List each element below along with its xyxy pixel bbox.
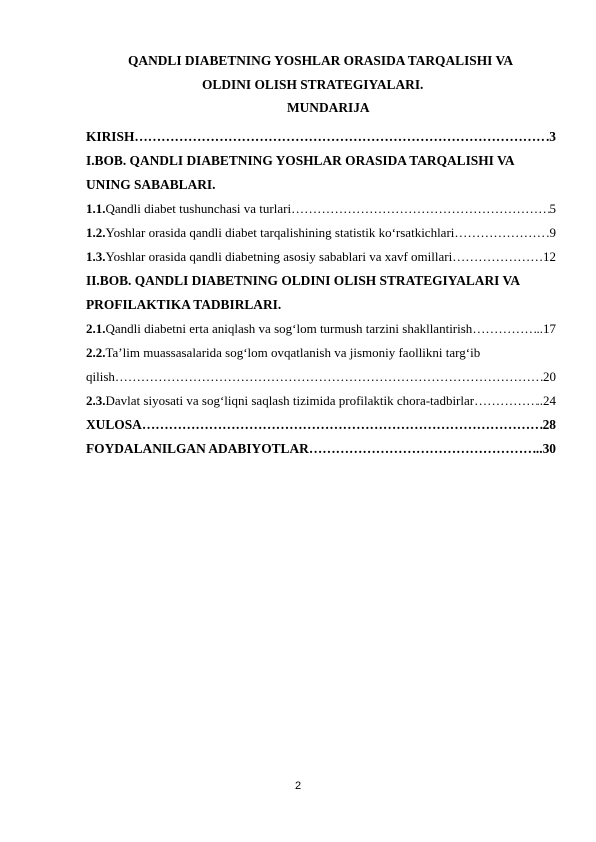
toc-entry-label: Yoshlar orasida qandli diabet tarqalishining statistik ko‘rsatkichlari [105,225,455,240]
toc-section-number: 1.1. [86,201,106,216]
toc-entry-2-3 [86,389,556,413]
toc-entry-label: KIRISH [86,129,135,144]
toc-entry-2-2 [86,341,556,365]
toc-page-number: .9 [546,225,556,240]
toc-page-number: 28 [542,417,556,432]
toc-leader-dots [454,221,546,245]
toc-leader-dots [309,437,536,461]
toc-leader-dots [472,317,536,341]
toc-entry-label: XULOSA [86,417,142,432]
toc-page-number: ..17 [536,321,556,336]
toc-page-number: 20 [543,369,556,384]
toc-section-number: 2.1. [86,321,106,336]
toc-page-number: ..24 [536,393,556,408]
toc-section-number: 1.2. [86,225,106,240]
toc-leader-dots [142,413,543,437]
toc-entry-label: Ta’lim muassasalarida sog‘lom ovqatlanish va jismoniy faollikni targ‘ib [105,345,481,360]
toc-leader-dots [115,365,543,389]
toc-entry-label: Qandli diabetni erta aniqlash va sog‘lom turmush tarzini shakllantirish [105,321,473,336]
toc-entry-label: qilish [86,369,115,384]
toc-entry-xulosa [86,413,556,437]
toc-page-number: .3 [545,129,556,144]
toc-section-number: 2.3. [86,393,106,408]
toc-section-number: 1.3. [86,249,106,264]
toc-chapter-1-heading: I.BOB. QANDLI DIABETNING YOSHLAR ORASIDA TARQALISHI VA [86,153,515,168]
toc-page-number: 5 [549,201,556,216]
toc-chapter-2-heading: II.BOB. QANDLI DIABETNING OLDINI OLISH STRATEGIYALARI VA [86,273,521,288]
document-title-line-2: OLDINI OLISH STRATEGIYALARI. [202,77,424,92]
toc-leader-dots [291,197,549,221]
toc-entry-1-3 [86,245,556,269]
toc-section-number: 2.2. [86,345,106,360]
toc-entry-2-2-cont [86,365,556,389]
document-title-line-1: QANDLI DIABETNING YOSHLAR ORASIDA TARQALISHI VA [128,53,514,68]
toc-chapter-1-heading-cont: UNING SABABLARI. [86,177,216,192]
toc-entry-label: Yoshlar orasida qandli diabetning asosiy sabablari va xavf omillari [105,249,453,264]
toc-entry-2-1 [86,317,556,341]
toc-entry-adabiyotlar [86,437,556,461]
contents-heading: MUNDARIJA [287,100,370,115]
toc-entry-1-1 [86,197,556,221]
toc-page-number: 12 [543,249,556,264]
toc-entry-1-2 [86,221,556,245]
table-of-contents [86,125,556,461]
toc-entry-label: Qandli diabet tushunchasi va turlari [105,201,292,216]
toc-entry-kirish [86,125,556,149]
toc-page-number: ..30 [535,441,556,456]
toc-leader-dots [134,125,546,149]
toc-entry-label: FOYDALANILGAN ADABIYOTLAR [86,441,309,456]
toc-leader-dots [452,245,543,269]
page-number: 2 [294,780,302,792]
toc-leader-dots [474,389,536,413]
toc-chapter-2-heading-cont: PROFILAKTIKA TADBIRLARI. [86,297,282,312]
toc-entry-label: Davlat siyosati va sog‘liqni saqlash tizimida profilaktik chora-tadbirlar [105,393,475,408]
